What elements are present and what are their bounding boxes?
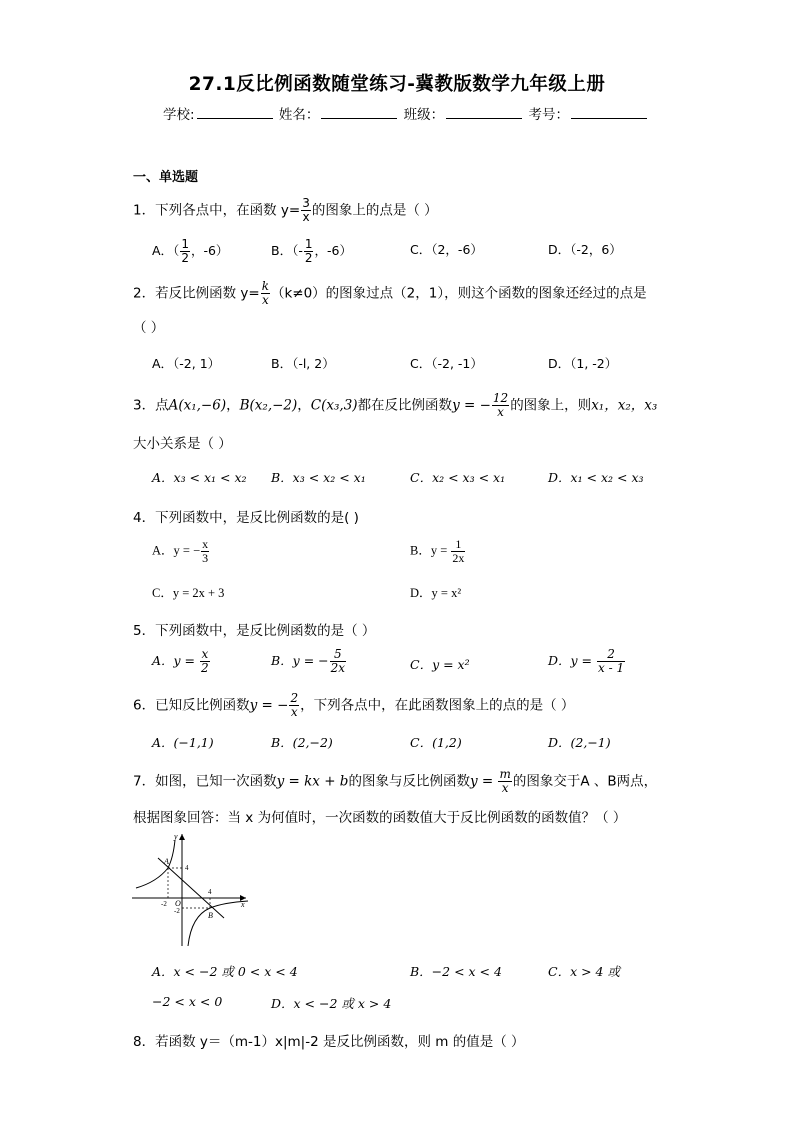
x-axis-label: x <box>241 900 245 909</box>
q6-option-a[interactable]: A．(−1,1) <box>152 735 214 750</box>
q7-option-c-continued: −2 < x < 0 <box>152 994 223 1009</box>
q3-option-a[interactable]: A．x₃ < x₁ < x₂ <box>152 470 247 485</box>
q1-opt-b-den: 2 <box>304 251 313 265</box>
q7-func-pre: y = <box>469 773 498 790</box>
y-axis-label: y <box>174 832 178 841</box>
tick-label-y-neg2: -2 <box>174 907 180 915</box>
q5-option-b[interactable] <box>271 648 347 675</box>
hyperbola-branch-2nd-quadrant <box>136 840 175 888</box>
exam-blank <box>571 106 647 119</box>
q4-opt-b-den: 2x <box>452 551 465 565</box>
tick-label-x-neg2: -2 <box>161 900 167 908</box>
school-blank <box>197 106 273 119</box>
q7-text-post: 的图象交于A 、B两点， <box>512 773 658 790</box>
q6-option-b[interactable]: B．(2,−2) <box>271 735 333 750</box>
q1-opt-a-post: ，-6） <box>190 243 229 258</box>
q1-fraction <box>301 197 311 224</box>
q1-opt-b-post: ，-6） <box>314 243 352 258</box>
question-3-stem <box>133 392 657 419</box>
question-7-line2: 根据图象回答：当 x 为何值时，一次函数的函数值大于反比例函数的函数值？（ ） <box>133 810 627 826</box>
q4-opt-b-num: 1 <box>451 538 465 552</box>
q2-option-b[interactable]: B．（-l, 2） <box>271 356 335 371</box>
class-blank <box>446 106 522 119</box>
q6-option-c[interactable]: C．(1,2) <box>410 735 462 750</box>
section-title: 一、单选题 <box>133 170 199 185</box>
q5-opt-a-frac <box>200 648 210 675</box>
q1-opt-b-pre: B．（- <box>271 243 303 258</box>
q7-text-mid: 的图象与反比例函数 <box>348 773 470 790</box>
q1-option-a[interactable] <box>152 238 228 265</box>
q1-opt-b-frac <box>304 238 314 265</box>
q4-option-a[interactable] <box>152 538 210 565</box>
point-a-label: A <box>164 857 169 866</box>
q2-option-c[interactable]: C．（-2, -1） <box>410 356 483 371</box>
q4-opt-a-frac <box>201 538 209 565</box>
q1-opt-a-frac <box>180 238 190 265</box>
q5-option-d[interactable] <box>548 648 626 675</box>
name-label: 姓名： <box>278 107 320 123</box>
q2-option-d[interactable]: D．（1, -2） <box>548 356 618 371</box>
q4-opt-a-pre: A．y = − <box>152 543 201 558</box>
q3-text-post: 的图象上，则 <box>510 397 592 414</box>
name-blank <box>321 106 397 119</box>
q7-text-pre: 7．如图，已知一次函数 <box>133 773 277 790</box>
q2-text-post: （k≠0）的图象过点（2，1），则这个函数的图象还经过的点是 <box>270 285 647 302</box>
q5-opt-a-den: 2 <box>201 661 209 675</box>
question-8-stem: 8．若函数 y＝（m-1）x|m|-2 是反比例函数，则 m 的值是（ ） <box>133 1034 525 1050</box>
q5-opt-a-pre: A．y = <box>152 653 200 668</box>
q6-func-pre: y = − <box>249 697 289 714</box>
q1-opt-a-num: 1 <box>181 237 189 251</box>
q3-option-d[interactable]: D．x₁ < x₂ < x₃ <box>548 470 644 485</box>
q6-frac-num: 2 <box>290 691 299 705</box>
q6-frac-den: x <box>290 705 298 719</box>
q3-sep-1: ， <box>226 397 240 414</box>
q1-option-b[interactable] <box>271 238 352 265</box>
q1-text-post: 的图象上的点是（ ） <box>311 202 438 219</box>
q4-option-d[interactable]: D．y = x² <box>410 586 462 600</box>
question-6-stem <box>133 692 574 719</box>
q7-frac-num: m <box>499 767 511 781</box>
q7-option-b[interactable]: B．−2 < x < 4 <box>410 964 502 979</box>
q3-point-a: A(x₁,−6) <box>168 397 227 414</box>
q5-option-a[interactable] <box>152 648 211 675</box>
q6-option-d[interactable]: D．(2,−1) <box>548 735 611 750</box>
q1-opt-a-pre: A．（ <box>152 243 180 258</box>
q3-option-b[interactable]: B．x₃ < x₂ < x₁ <box>271 470 366 485</box>
q6-text-pre: 6．已知反比例函数 <box>133 697 250 714</box>
q3-vars: x₁，x₂，x₃ <box>591 397 658 414</box>
question-2-line2: （ ） <box>133 320 165 336</box>
q4-opt-a-den: 3 <box>202 551 209 565</box>
q3-sep-2: ， <box>297 397 311 414</box>
q1-option-c[interactable]: C．（2，-6） <box>410 242 483 257</box>
q4-option-b[interactable] <box>410 538 466 565</box>
q3-text-pre: 3．点 <box>133 397 169 414</box>
exam-label: 考号： <box>528 107 569 123</box>
point-b-label: B <box>208 911 213 920</box>
question-1-stem <box>133 197 438 224</box>
q2-fraction <box>261 280 270 307</box>
q5-option-c[interactable]: C．y = x² <box>410 657 470 672</box>
q5-opt-d-frac <box>597 648 625 675</box>
school-label: 学校: <box>163 107 195 123</box>
q5-opt-d-num: 2 <box>597 648 625 662</box>
q7-option-d[interactable]: D．x < −2 或 x > 4 <box>271 996 392 1011</box>
q5-opt-b-num: 5 <box>330 648 346 662</box>
page-title: 27.1反比例函数随堂练习-冀教版数学九年级上册 <box>188 74 606 95</box>
q1-frac-den: x <box>302 210 310 224</box>
q1-frac-num: 3 <box>302 196 310 210</box>
q5-opt-b-den: 2x <box>330 661 346 675</box>
q7-fraction <box>498 768 511 795</box>
q1-opt-a-den: 2 <box>181 251 189 265</box>
q7-graph-figure <box>128 828 253 950</box>
question-3-line2: 大小关系是（ ） <box>133 436 232 452</box>
q3-frac-num: 12 <box>492 391 509 405</box>
q7-linear-func: y = kx + b <box>276 773 349 790</box>
q5-opt-b-pre: B．y = − <box>271 653 329 668</box>
q2-text-pre: 2．若反比例函数 y= <box>133 285 260 302</box>
q3-point-c: C(x₃,3) <box>310 397 358 414</box>
q3-point-b: B(x₂,−2) <box>239 397 298 414</box>
q2-frac-num: k <box>261 279 269 293</box>
y-axis-arrow <box>179 834 185 840</box>
origin-label: O <box>175 899 181 908</box>
q3-option-c[interactable]: C．x₂ < x₃ < x₁ <box>410 470 506 485</box>
q3-func-pre: y = − <box>452 397 491 414</box>
tick-label-x-4: 4 <box>208 888 212 896</box>
q2-option-a[interactable]: A．（-2, 1） <box>152 356 221 371</box>
q7-frac-den: x <box>501 781 509 795</box>
q3-text-mid: 都在反比例函数 <box>357 397 453 414</box>
q2-frac-den: x <box>261 293 269 307</box>
q7-option-a[interactable]: A．x < −2 或 0 < x < 4 <box>152 964 298 979</box>
q4-opt-b-pre: B．y = <box>410 543 451 558</box>
class-label: 班级： <box>403 107 445 123</box>
q4-option-c[interactable]: C．y = 2x + 3 <box>152 586 225 600</box>
q6-text-post: ，下列各点中，在此函数图象上的点的是（ ） <box>300 697 575 714</box>
hyperbola-branch-4th-quadrant <box>188 901 248 946</box>
question-5-stem: 5．下列函数中，是反比例函数的是（ ） <box>133 623 376 639</box>
q4-opt-b-frac <box>451 538 465 565</box>
q3-frac-den: x <box>497 405 504 419</box>
q5-opt-d-pre: D．y = <box>548 653 597 668</box>
q1-option-d[interactable]: D．（-2，6） <box>548 242 622 257</box>
question-4-stem: 4．下列函数中，是反比例函数的是( ) <box>133 510 359 526</box>
q5-opt-d-den: x - 1 <box>598 661 625 675</box>
student-info-line <box>163 103 649 123</box>
q6-fraction <box>289 692 299 719</box>
q1-text-pre: 1．下列各点中，在函数 y= <box>133 202 301 219</box>
q5-opt-b-frac <box>330 648 346 675</box>
question-7-stem <box>133 768 657 795</box>
q5-opt-a-num: x <box>201 647 209 661</box>
q3-fraction <box>492 392 509 419</box>
q7-option-c[interactable]: C．x > 4 或 <box>548 964 620 979</box>
q4-opt-a-num: x <box>202 537 209 551</box>
q1-opt-b-num: 1 <box>304 237 313 251</box>
question-2-stem <box>133 280 647 307</box>
tick-label-y-4: 4 <box>185 864 189 872</box>
